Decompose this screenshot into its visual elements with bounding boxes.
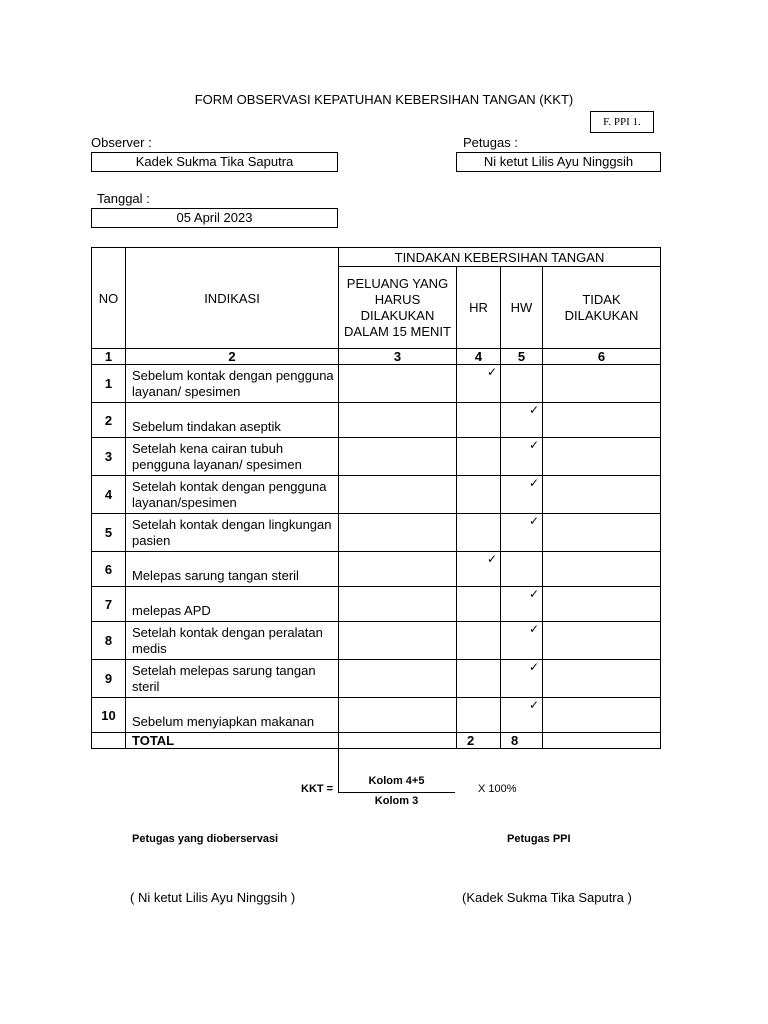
row-tidak-cell[interactable]: [543, 698, 661, 733]
row-hw-cell[interactable]: [501, 403, 543, 438]
petugas-label: Petugas :: [463, 135, 518, 150]
signature-left-title: Petugas yang dioberservasi: [132, 833, 279, 845]
total-peluang-cell: [339, 733, 457, 749]
header-peluang: PELUANG YANG HARUS DILAKUKAN DALAM 15 MENIT: [339, 267, 457, 349]
table-row: [92, 698, 661, 733]
row-peluang-cell[interactable]: [339, 587, 457, 622]
row-number: 6: [92, 552, 126, 587]
row-peluang-cell[interactable]: [339, 514, 457, 552]
observer-field[interactable]: Kadek Sukma Tika Saputra: [91, 152, 338, 172]
row-peluang-cell[interactable]: [339, 438, 457, 476]
row-hr-cell[interactable]: [457, 660, 501, 698]
column-number: 3: [339, 349, 457, 365]
header-indikasi: INDIKASI: [126, 248, 339, 349]
signature-left-name: ( Ni ketut Lilis Ayu Ninggsih ): [130, 890, 296, 905]
row-tidak-cell[interactable]: [543, 365, 661, 403]
row-number: 3: [92, 438, 126, 476]
row-tidak-cell[interactable]: [543, 514, 661, 552]
row-number: 2: [92, 403, 126, 438]
row-hr-cell[interactable]: [457, 698, 501, 733]
column-number: 4: [457, 349, 501, 365]
row-indikasi: melepas APD: [126, 587, 339, 622]
column-number: 5: [501, 349, 543, 365]
row-number: 10: [92, 698, 126, 733]
column-number: 2: [126, 349, 339, 365]
total-tidak-cell: [543, 733, 661, 749]
checkmark-icon: ✓: [528, 660, 539, 674]
row-hr-cell[interactable]: [457, 552, 501, 587]
header-hw: HW: [501, 267, 543, 349]
row-hw-cell[interactable]: [501, 476, 543, 514]
checkmark-icon: ✓: [486, 365, 497, 379]
checkmark-icon: ✓: [528, 514, 539, 528]
checkmark-icon: ✓: [528, 587, 539, 601]
row-hw-cell[interactable]: [501, 365, 543, 403]
row-indikasi: Setelah kontak dengan pengguna layanan/spesimen: [126, 476, 339, 514]
row-indikasi: Sebelum kontak dengan pengguna layanan/ spesimen: [126, 365, 339, 403]
table-row: [92, 365, 661, 403]
formula-numerator: Kolom 4+5: [368, 775, 425, 787]
checkmark-icon: ✓: [528, 476, 539, 490]
header-hr: HR: [457, 267, 501, 349]
row-tidak-cell[interactable]: [543, 403, 661, 438]
total-label: TOTAL: [126, 733, 339, 749]
row-hr-cell[interactable]: [457, 587, 501, 622]
checkmark-icon: ✓: [486, 552, 497, 566]
row-hw-cell[interactable]: [501, 660, 543, 698]
petugas-field[interactable]: Ni ketut Lilis Ayu Ninggsih: [456, 152, 661, 172]
row-tidak-cell[interactable]: [543, 660, 661, 698]
table-row: [92, 403, 661, 438]
row-hr-cell[interactable]: [457, 514, 501, 552]
row-peluang-cell[interactable]: [339, 552, 457, 587]
row-indikasi: Melepas sarung tangan steril: [126, 552, 339, 587]
form-code-box: F. PPI 1.: [590, 111, 654, 133]
formula-denominator: Kolom 3: [374, 795, 419, 807]
row-peluang-cell[interactable]: [339, 403, 457, 438]
row-tidak-cell[interactable]: [543, 476, 661, 514]
table-row: [92, 552, 661, 587]
row-number: 1: [92, 365, 126, 403]
row-indikasi: Setelah kena cairan tubuh pengguna layanan/ spesimen: [126, 438, 339, 476]
table-row: [92, 587, 661, 622]
row-indikasi: Setelah melepas sarung tangan steril: [126, 660, 339, 698]
checkmark-icon: ✓: [528, 622, 539, 636]
total-empty-cell: [92, 733, 126, 749]
row-peluang-cell[interactable]: [339, 365, 457, 403]
formula-fraction-bar: [338, 792, 455, 793]
column-number: 6: [543, 349, 661, 365]
checkmark-icon: ✓: [528, 698, 539, 712]
table-row: [92, 622, 661, 660]
table-row: [92, 660, 661, 698]
header-tidak-dilakukan: TIDAK DILAKUKAN: [543, 267, 661, 349]
row-hr-cell[interactable]: [457, 403, 501, 438]
observation-table: [91, 247, 661, 749]
row-hw-cell[interactable]: [501, 698, 543, 733]
tanggal-field[interactable]: 05 April 2023: [91, 208, 338, 228]
row-number: 8: [92, 622, 126, 660]
header-no: NO: [92, 248, 126, 349]
header-tindakan-group: TINDAKAN KEBERSIHAN TANGAN: [339, 248, 661, 267]
table-row: [92, 514, 661, 552]
checkmark-icon: ✓: [528, 403, 539, 417]
table-row: [92, 476, 661, 514]
row-indikasi: Setelah kontak dengan peralatan medis: [126, 622, 339, 660]
row-hw-cell[interactable]: [501, 552, 543, 587]
row-hr-cell[interactable]: [457, 476, 501, 514]
row-hw-cell[interactable]: [501, 622, 543, 660]
row-peluang-cell[interactable]: [339, 622, 457, 660]
row-peluang-cell[interactable]: [339, 660, 457, 698]
row-hw-cell[interactable]: [501, 514, 543, 552]
row-hr-cell[interactable]: [457, 622, 501, 660]
column-number: 1: [92, 349, 126, 365]
row-peluang-cell[interactable]: [339, 476, 457, 514]
tanggal-label: Tanggal :: [97, 191, 150, 206]
observer-label: Observer :: [91, 135, 152, 150]
row-tidak-cell[interactable]: [543, 622, 661, 660]
row-hw-cell[interactable]: [501, 438, 543, 476]
row-number: 5: [92, 514, 126, 552]
row-number: 9: [92, 660, 126, 698]
checkmark-icon: ✓: [528, 438, 539, 452]
form-title: FORM OBSERVASI KEPATUHAN KEBERSIHAN TANGAN (KKT): [194, 92, 574, 107]
row-hr-cell[interactable]: [457, 365, 501, 403]
row-tidak-cell[interactable]: [543, 438, 661, 476]
signature-right-title: Petugas PPI: [507, 833, 571, 845]
formula-lhs: KKT =: [301, 783, 334, 795]
row-number: 4: [92, 476, 126, 514]
row-peluang-cell[interactable]: [339, 698, 457, 733]
row-tidak-cell[interactable]: [543, 587, 661, 622]
formula-multiplier: X 100%: [478, 783, 517, 795]
row-indikasi: Setelah kontak dengan lingkungan pasien: [126, 514, 339, 552]
signature-right-name: (Kadek Sukma Tika Saputra ): [462, 890, 632, 905]
row-tidak-cell[interactable]: [543, 552, 661, 587]
total-hw: 8: [501, 733, 543, 749]
row-number: 7: [92, 587, 126, 622]
row-indikasi: Sebelum tindakan aseptik: [126, 403, 339, 438]
row-hw-cell[interactable]: [501, 587, 543, 622]
row-hr-cell[interactable]: [457, 438, 501, 476]
row-indikasi: Sebelum menyiapkan makanan: [126, 698, 339, 733]
total-hr: 2: [457, 733, 501, 749]
table-row: [92, 438, 661, 476]
